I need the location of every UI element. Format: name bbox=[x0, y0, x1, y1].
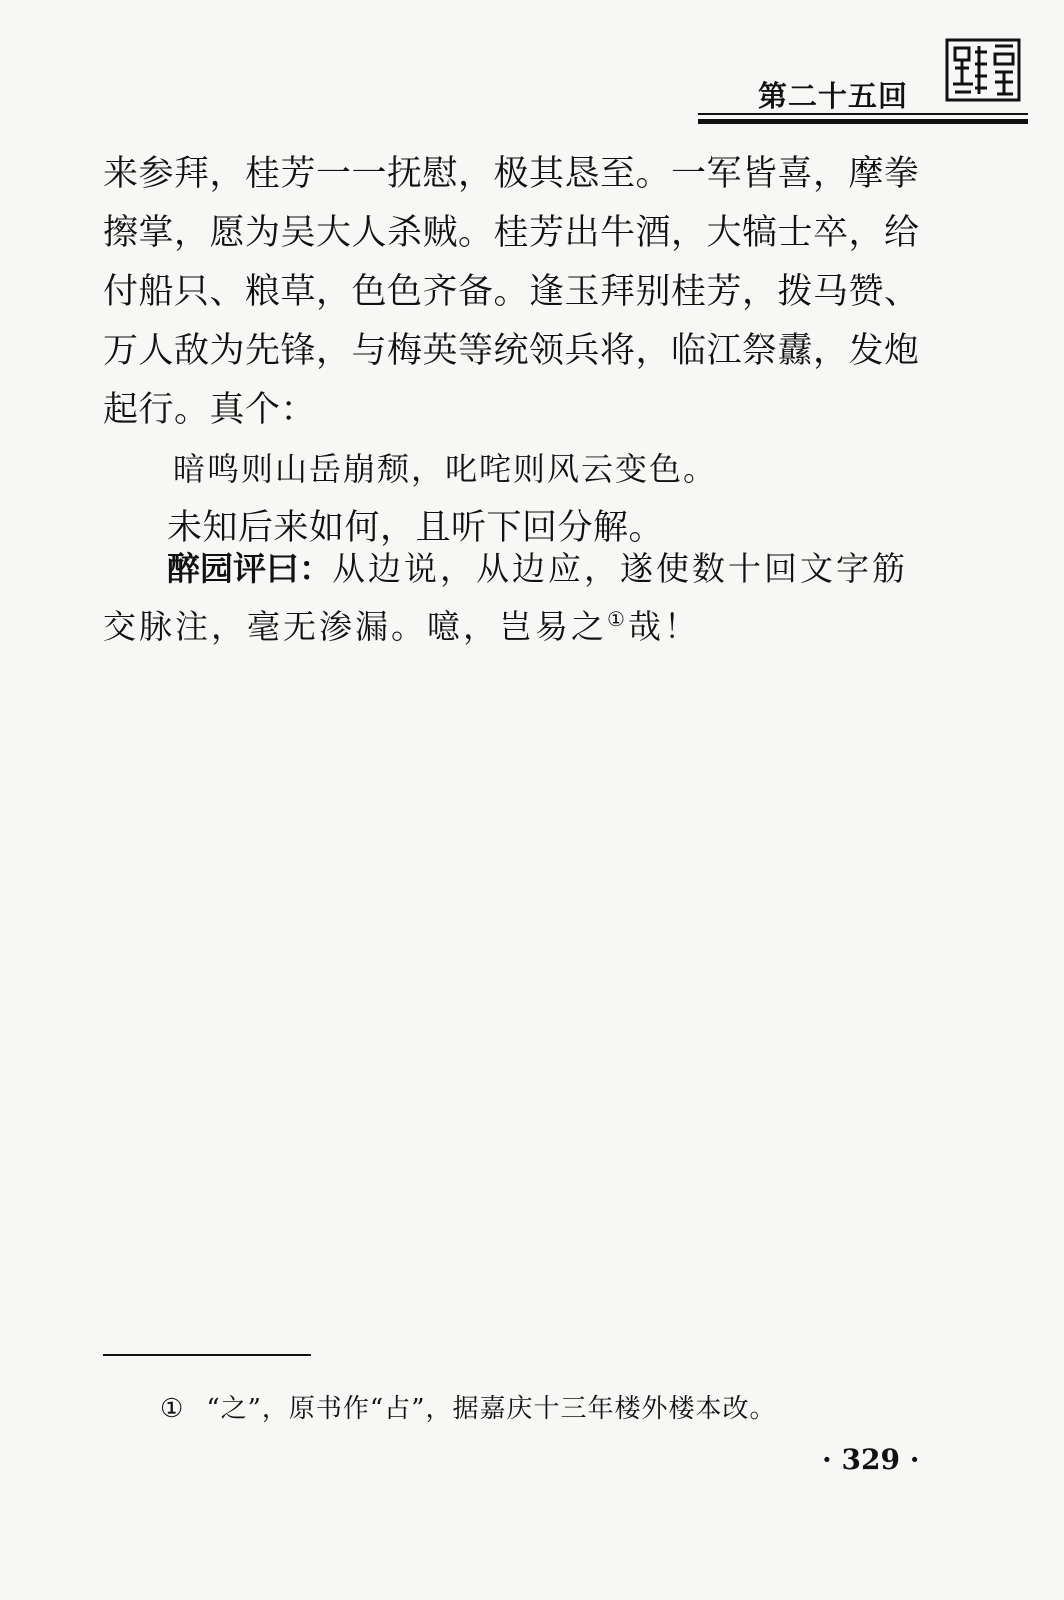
footnote-marker: ① bbox=[607, 607, 628, 631]
header-rule bbox=[698, 113, 1028, 115]
commentary-text-end: 哉！ bbox=[627, 607, 700, 646]
page-number: · 329 · bbox=[822, 1443, 920, 1476]
header-rule-thick bbox=[698, 119, 1028, 124]
footnote-divider bbox=[103, 1354, 311, 1356]
closing-line: 未知后来如何，且听下回分解。 bbox=[167, 508, 665, 548]
chapter-title: 第二十五回 bbox=[758, 79, 909, 113]
verse-line: 暗鸣则山岳崩颓，叱咤则风云变色。 bbox=[173, 450, 718, 488]
footnote bbox=[160, 1388, 776, 1425]
seal-stamp-icon bbox=[945, 38, 1021, 102]
main-text bbox=[103, 145, 933, 558]
commentary bbox=[103, 540, 933, 656]
commentary-lead: 醉园评曰： bbox=[167, 549, 332, 588]
paragraph: 来参拜，桂芳一一抚慰，极其恳至。一军皆喜，摩拳擦掌，愿为吴大人杀贼。桂芳出牛酒，大犒士卒，给付船只、粮草，色色齐备。逢玉拜别桂芳，拨马赞、万人敌为先锋，与梅英等统领兵将，临江祭纛，发炮起行。真个： bbox=[103, 154, 920, 430]
commentary-text: 从边说，从边应，遂使数十回文字筋交脉注，毫无渗漏。噫，岂易之 bbox=[103, 549, 908, 646]
footnote-text: “之”，原书作“占”，据嘉庆十三年楼外楼本改。 bbox=[206, 1394, 777, 1424]
footnote-number: ① bbox=[160, 1394, 185, 1424]
